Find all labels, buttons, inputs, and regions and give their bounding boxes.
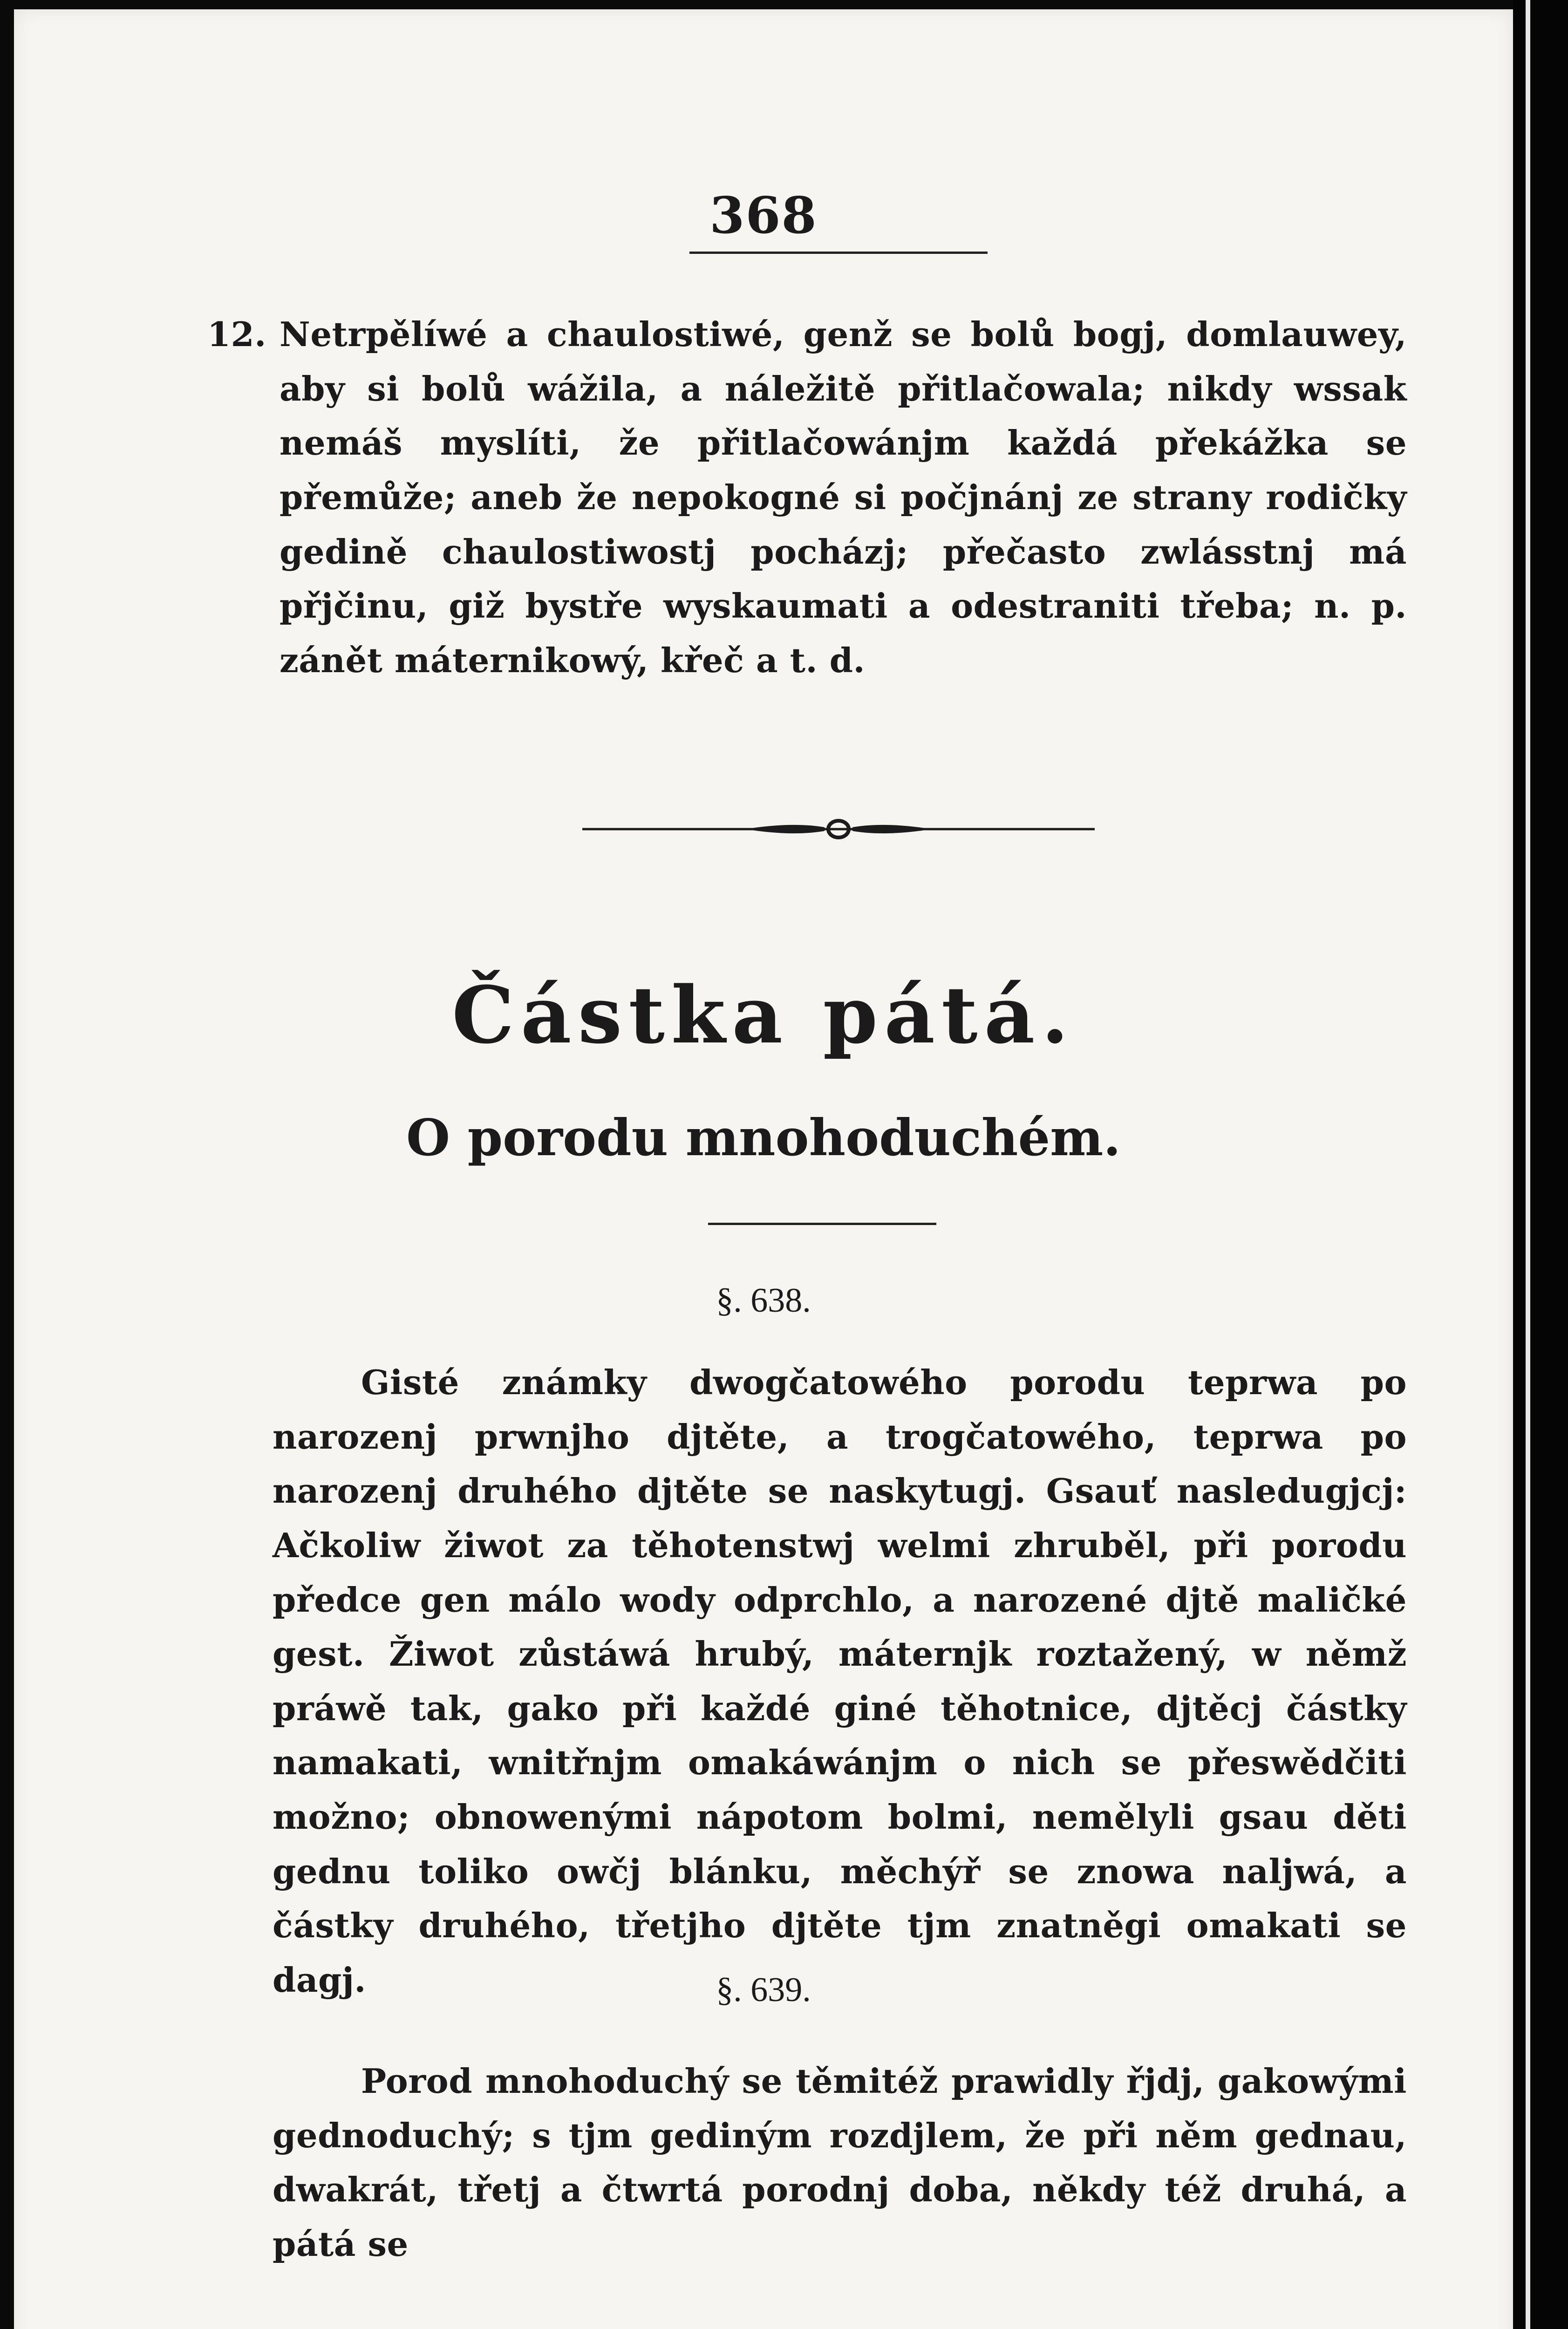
scan-edge-strip — [1526, 0, 1530, 2329]
section-639-heading: §. 639. — [716, 1971, 811, 2009]
book-page — [14, 9, 1513, 2329]
ornament-divider — [582, 815, 1095, 843]
chapter-subtitle: O porodu mnohoduchém. — [406, 1109, 1121, 1167]
section-638-paragraph — [273, 1355, 1407, 2008]
section-639-text: Porod mnohoduchý se těmitéž prawidly řjdj, gakowými gednoduchý; s tjm gediným rozdjlem, že při něm gednau, dwakrát, třetj a čtwrtá porodnj doba, někdy též druhá, a pátá se — [273, 2061, 1407, 2264]
section-638-text: Gisté známky dwogčatowého porodu teprwa po narozenj prwnjho djtěte, a trogčatowého, teprwa po narozenj druhého djtěte se naskytugj. Gsauť nasledugjcj: Ačkoliw žiwot za těhotenstwj welmi zhruběl, při porodu předce gen málo wody odprchlo, a narozené djtě maličké gest. Žiwot zůstáwá hrubý, máternjk roztažený, w němž práwě tak, gako při každé giné těhotnice, djtěcj částky namakati, wnitřnjm omakáwánjm o nich se přeswědčiti možno; obnowenými nápotom bolmi, nemělyli gsau děti gednu toliko owčj blánku, měchýř se znowa naljwá, a částky druhého, třetjho djtěte tjm znatněgi omakati se dagj. — [273, 1362, 1407, 2000]
section-639-paragraph — [273, 2054, 1407, 2272]
chapter-rule — [708, 1223, 936, 1225]
item-12-text: Netrpělíwé a chaulostiwé, genž se bolů bogj, domlauwey, aby si bolů wážila, a náležitě přitlačowala; nikdy wssak nemáš myslíti, že přitlačowánjm každá překážka se přemůže; aneb že nepokogné si počjnánj ze strany rodičky gedině chaulostiwostj pocházj; přečasto zwlásstnj má přjčinu, giž bystře wyskaumati a odestraniti třeba; n. p. zánět máternikowý, křeč a t. d. — [280, 314, 1407, 680]
item-12-paragraph — [207, 307, 1407, 688]
section-638-heading: §. 638. — [716, 1281, 811, 1320]
header-rule — [689, 252, 988, 254]
chapter-title: Částka pátá. — [452, 969, 1075, 1061]
scan-edge-right — [1513, 0, 1568, 2329]
item-12-number: 12. — [207, 314, 266, 354]
page-number: 368 — [709, 186, 818, 245]
